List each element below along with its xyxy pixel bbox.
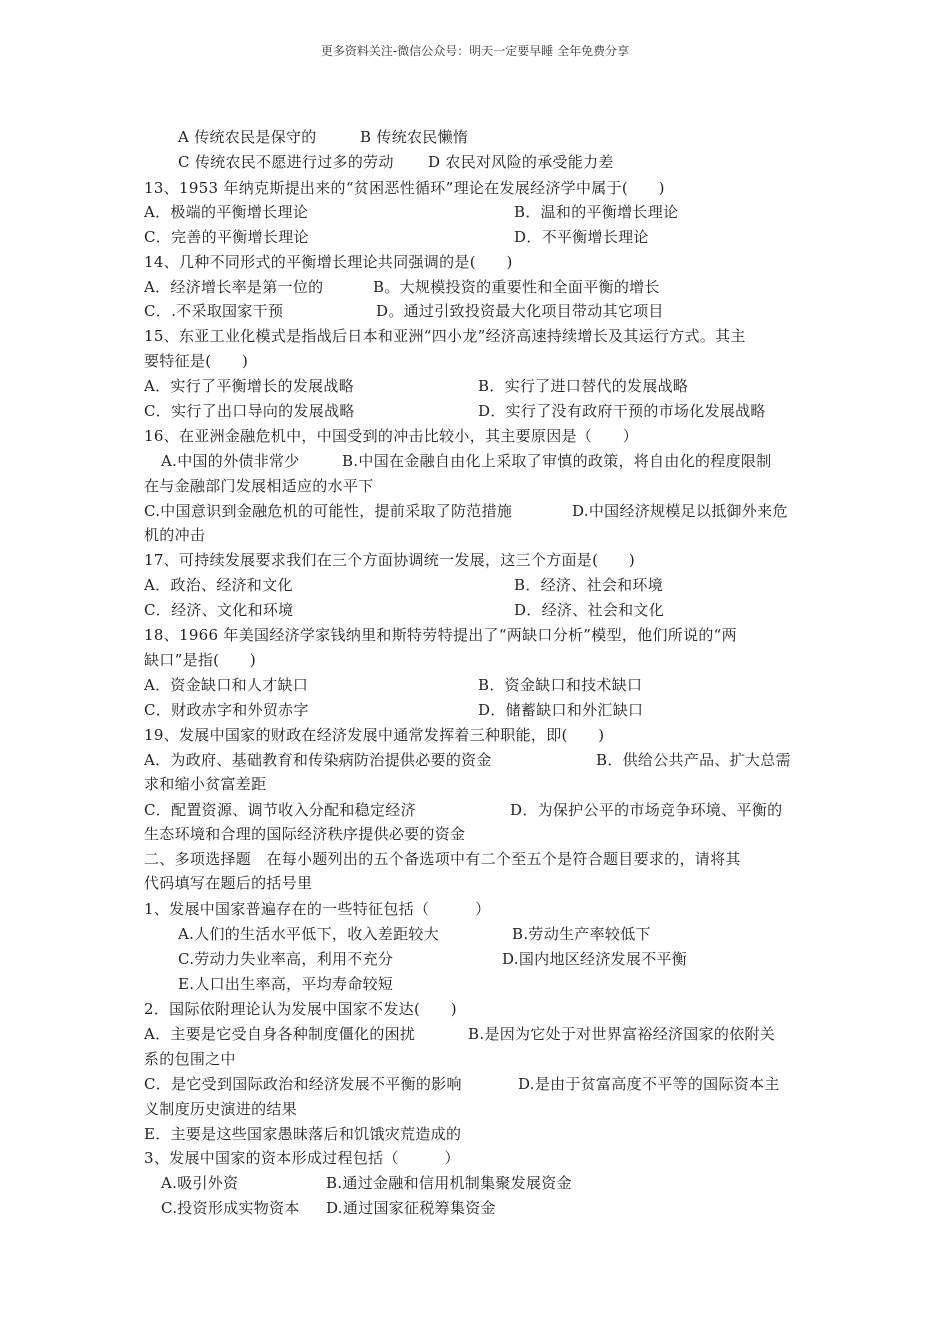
option-text: D．经济、社会和文化	[514, 601, 665, 619]
option-text: B．资金缺口和技术缺口	[478, 676, 643, 694]
line-text: 机的冲击	[144, 526, 206, 544]
option-text: A．为政府、基础教育和传染病防治提供必要的资金	[144, 751, 492, 769]
option-text: B．供给公共产品、扩大总需	[596, 751, 791, 769]
option-text: C．实行了出口导向的发展战略	[144, 402, 355, 420]
line-text: 15、东亚工业化模式是指战后日本和亚洲“四小龙”经济高速持续增长及其运行方式。其主	[144, 327, 746, 345]
line-text: 缺口”是指( )	[144, 651, 257, 669]
option-text: B.中国在金融自由化上采取了审慎的政策，将自由化的程度限制	[342, 452, 772, 470]
option-text: C.劳动力失业率高，利用不充分	[178, 950, 394, 968]
option-text: C．配置资源、调节收入分配和稳定经济	[144, 801, 416, 819]
option-text: C．经济、文化和环境	[144, 601, 294, 619]
line-text: 18、1966 年美国经济学家钱纳里和斯特劳特提出了“两缺口分析”模型，他们所说的“两	[144, 626, 737, 644]
line-text: 3、发展中国家的资本形成过程包括（ ）	[144, 1149, 460, 1167]
line-text: 要特征是( )	[144, 352, 249, 370]
line-text: 19、发展中国家的财政在经济发展中通常发挥着三种职能，即( )	[144, 726, 605, 744]
option-text: B．实行了进口替代的发展战略	[478, 377, 689, 395]
option-text: D.通过国家征税筹集资金	[326, 1199, 496, 1217]
line-text: 生态环境和合理的国际经济秩序提供必要的资金	[144, 825, 466, 843]
line-text: 二、多项选择题 在每小题列出的五个备选项中有二个至五个是符合题目要求的，请将其	[144, 850, 741, 868]
option-text: A．主要是它受自身各种制度僵化的困扰	[144, 1025, 416, 1043]
option-text: A．政治、经济和文化	[144, 576, 293, 594]
option-text: B 传统农民懒惰	[360, 128, 469, 146]
option-text: B．温和的平衡增长理论	[514, 203, 679, 221]
option-text: A 传统农民是保守的	[178, 128, 317, 146]
line-text: 1、发展中国家普遍存在的一些特征包括（ ）	[144, 900, 491, 918]
line-text: 系的包围之中	[144, 1050, 236, 1068]
option-text: B。大规模投资的重要性和全面平衡的增长	[373, 278, 660, 296]
option-text: B．经济、社会和环境	[514, 576, 664, 594]
option-text: B.是因为它处于对世界富裕经济国家的依附关	[468, 1025, 776, 1043]
option-text: C．.不采取国家干预	[144, 302, 284, 320]
option-text: D.中国经济规模足以抵御外来危	[572, 502, 788, 520]
line-text: 13、1953 年纳克斯提出来的“贫困恶性循环”理论在发展经济学中属于( )	[144, 179, 665, 197]
option-text: D．为保护公平的市场竞争环境、平衡的	[510, 801, 783, 819]
line-text: 求和缩小贫富差距	[144, 775, 267, 793]
line-text: E.人口出生率高，平均寿命较短	[178, 975, 394, 993]
option-text: A．资金缺口和人才缺口	[144, 676, 309, 694]
option-text: C．是它受到国际政治和经济发展不平衡的影响	[144, 1075, 462, 1093]
line-text: 2．国际依附理论认为发展中国家不发达( )	[144, 1000, 457, 1018]
line-text: E．主要是这些国家愚昧落后和饥饿灾荒造成的	[144, 1125, 462, 1143]
option-text: A.人们的生活水平低下，收入差距较大	[178, 925, 440, 943]
option-text: C.投资形成实物资本	[161, 1199, 300, 1217]
option-text: B.通过金融和信用机制集聚发展资金	[326, 1174, 572, 1192]
option-text: A．经济增长率是第一位的	[144, 278, 324, 296]
option-text: A.吸引外资	[161, 1174, 239, 1192]
line-text: 16、在亚洲金融危机中，中国受到的冲击比较小，其主要原因是（ ）	[144, 427, 638, 445]
option-text: D．不平衡增长理论	[514, 228, 649, 246]
option-text: A.中国的外债非常少	[161, 452, 300, 470]
line-text: 义制度历史演进的结果	[144, 1100, 298, 1118]
option-text: D 农民对风险的承受能力差	[428, 153, 614, 171]
option-text: A．实行了平衡增长的发展战略	[144, 377, 355, 395]
page-header: 更多资料关注-微信公众号：明天一定要早睡 全年免费分享	[320, 44, 630, 58]
option-text: C.中国意识到金融危机的可能性，提前采取了防范措施	[144, 502, 513, 520]
line-text: 代码填写在题后的括号里	[144, 874, 313, 892]
option-text: A．极端的平衡增长理论	[144, 203, 309, 221]
option-text: D.国内地区经济发展不平衡	[502, 950, 688, 968]
option-text: D.是由于贫富高度不平等的国际资本主	[518, 1075, 780, 1093]
line-text: 在与金融部门发展相适应的水平下	[144, 477, 374, 495]
option-text: C．财政赤字和外贸赤字	[144, 701, 309, 719]
line-text: 17、可持续发展要求我们在三个方面协调统一发展，这三个方面是( )	[144, 551, 635, 569]
line-text: 14、几种不同形式的平衡增长理论共同强调的是( )	[144, 253, 513, 271]
option-text: C．完善的平衡增长理论	[144, 228, 309, 246]
option-text: D。通过引致投资最大化项目带动其它项目	[376, 302, 664, 320]
option-text: C 传统农民不愿进行过多的劳动	[178, 153, 394, 171]
option-text: D．储蓄缺口和外汇缺口	[478, 701, 644, 719]
option-text: B.劳动生产率较低下	[512, 925, 651, 943]
option-text: D．实行了没有政府干预的市场化发展战略	[478, 402, 766, 420]
